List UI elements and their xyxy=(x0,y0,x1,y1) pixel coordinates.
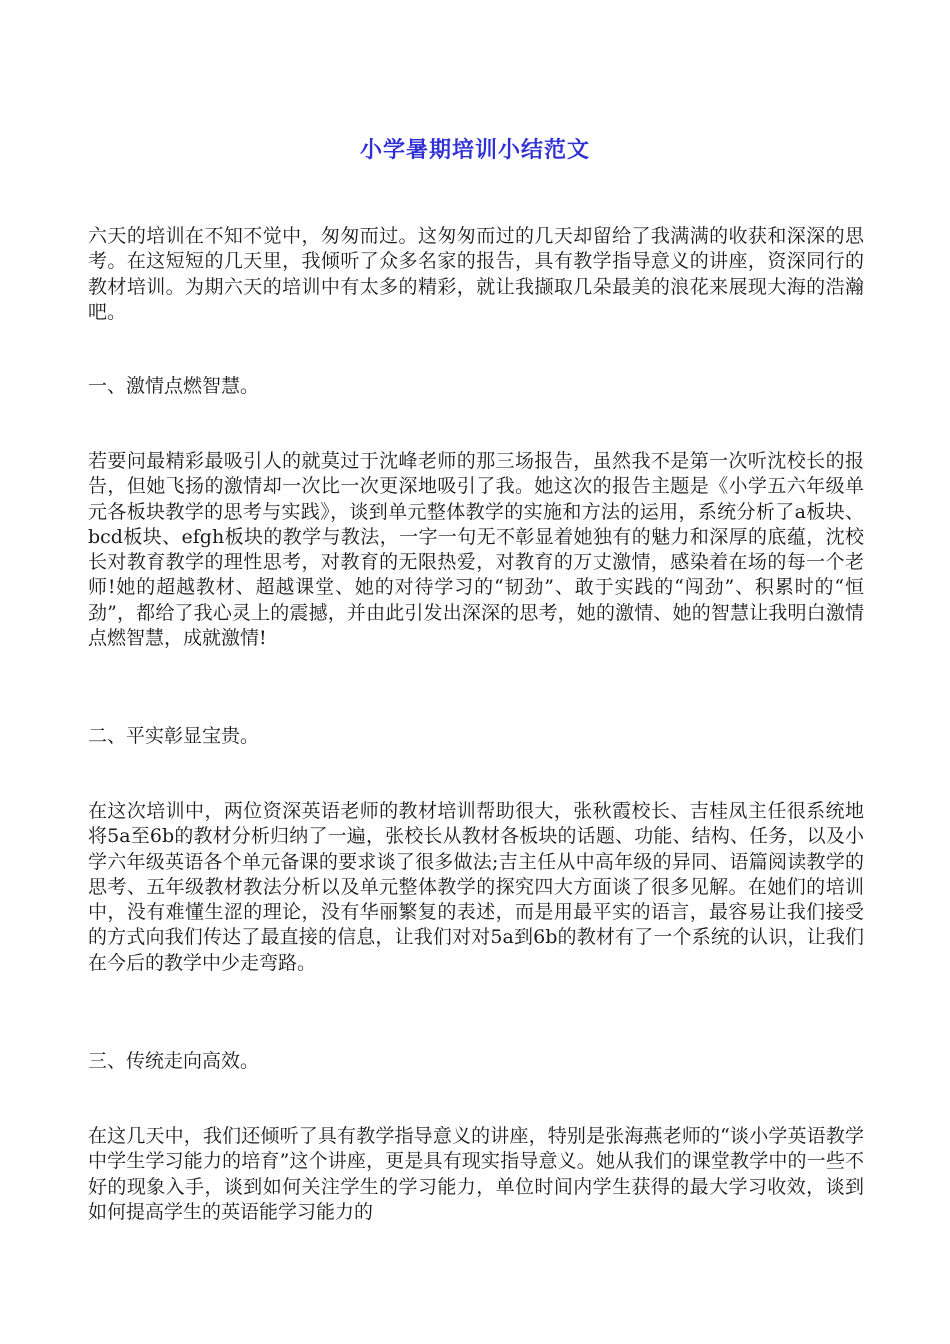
section-2-paragraph: 在这次培训中，两位资深英语老师的教材培训帮助很大，张秋霞校长、吉桂凤主任很系统地将5a至6b的教材分析归纳了一遍，张校长从教材各板块的话题、功能、结构、任务，以及小学六年级英语各个单元备课的要求谈了很多做法;吉主任从中高年级的异同、语篇阅读教学的思考、五年级教材教法分析以及单元整体教学的探究四大方面谈了很多见解。在她们的培训中，没有难懂生涩的理论，没有华丽繁复的表述，而是用最平实的语言，最容易让我们接受的方式向我们传达了最直接的信息，让我们对对5a到6b的教材有了一个系统的认识，让我们在今后的教学中少走弯路。 xyxy=(88,800,864,974)
intro-paragraph: 六天的培训在不知不觉中，匆匆而过。这匆匆而过的几天却留给了我满满的收获和深深的思考。在这短短的几天里，我倾听了众多名家的报告，具有教学指导意义的讲座，资深同行的教材培训。为期六天的培训中有太多的精彩，就让我撷取几朵最美的浪花来展现大海的浩瀚吧。 xyxy=(88,225,864,323)
section-1-heading: 一、激情点燃智慧。 xyxy=(88,375,260,397)
section-3-paragraph: 在这几天中，我们还倾听了具有教学指导意义的讲座，特别是张海燕老师的“谈小学英语教学中学生学习能力的培育”这个讲座，更是具有现实指导意义。她从我们的课堂教学中的一些不好的现象入手，谈到如何关注学生的学习能力，单位时间内学生获得的最大学习收效，谈到如何提高学生的英语能学习能力的 xyxy=(88,1125,864,1223)
section-3-heading: 三、传统走向高效。 xyxy=(88,1050,260,1072)
section-2-heading: 二、平实彰显宝贵。 xyxy=(88,725,260,747)
section-1-paragraph: 若要问最精彩最吸引人的就莫过于沈峰老师的那三场报告，虽然我不是第一次听沈校长的报告，但她飞扬的激情却一次比一次更深地吸引了我。她这次的报告主题是《小学五六年级单元各板块教学的思考与实践》，谈到单元整体教学的实施和方法的运用，系统分析了a板块、bcd板块、efgh板块的教学与教法，一字一句无不彰显着她独有的魅力和深厚的底蕴，沈校长对教育教学的理性思考，对教育的无限热爱，对教育的万丈激情，感染着在场的每一个老师!她的超越教材、超越课堂、她的对待学习的“韧劲”、敢于实践的“闯劲”、积累时的“恒劲”，都给了我心灵上的震撼，并由此引发出深深的思考，她的激情、她的智慧让我明白激情点燃智慧，成就激情! xyxy=(88,450,864,650)
document-title: 小学暑期培训小结范文 xyxy=(359,138,590,163)
